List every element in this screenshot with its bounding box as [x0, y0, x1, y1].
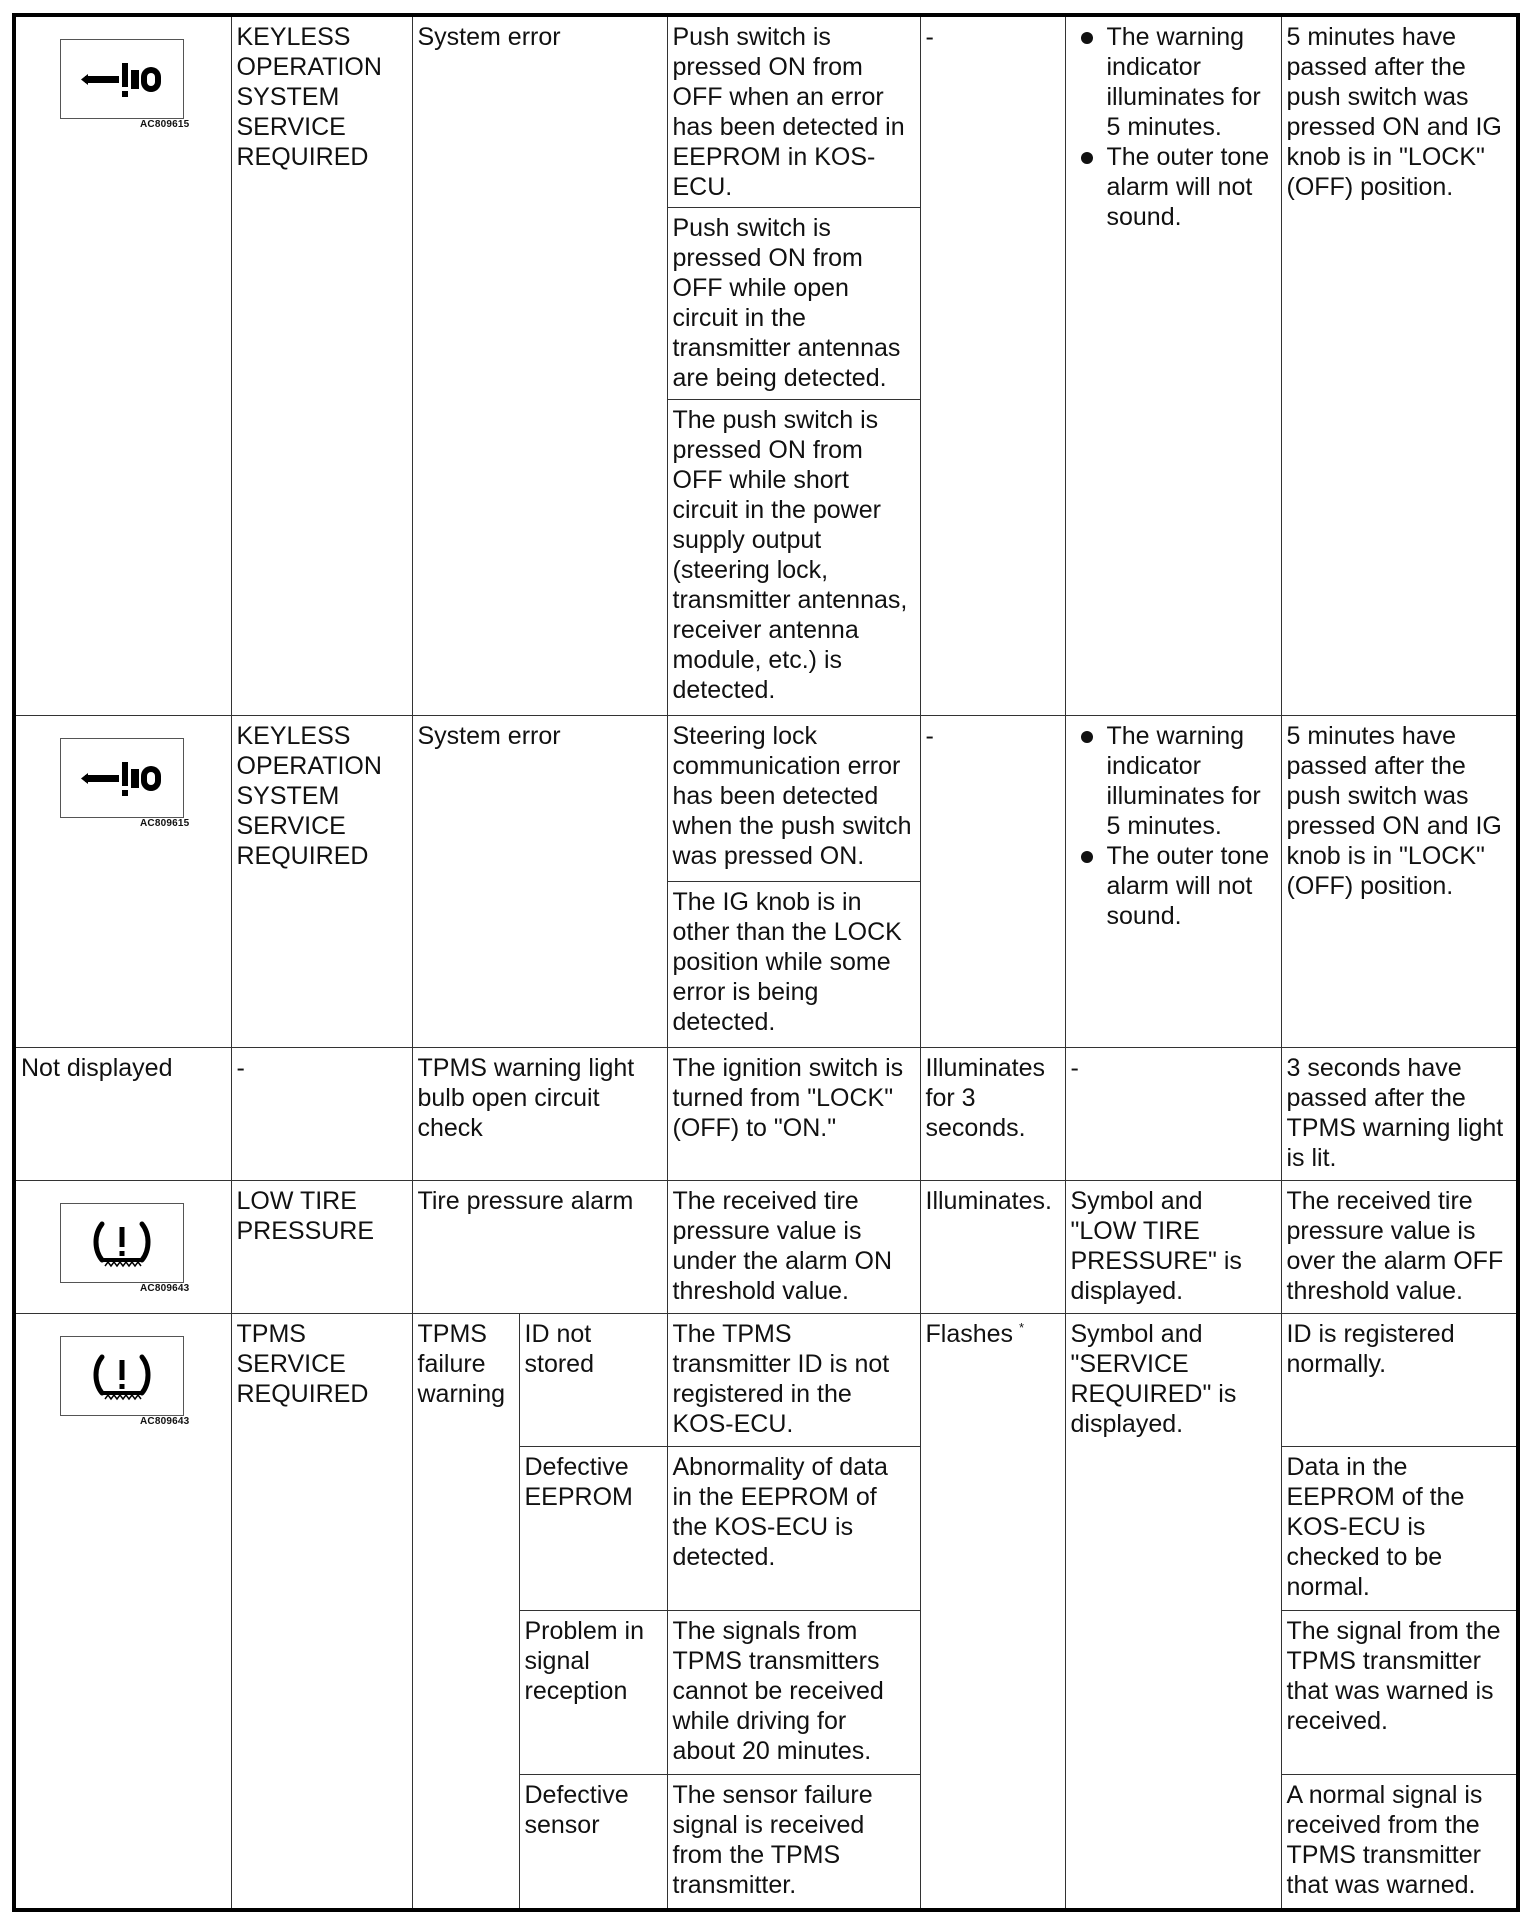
condition-cell: The push switch is pressed ON from OFF while short circuit in the power supply output (steering lock, transmitter antennas, receiver antenna module, etc.) is detected.: [667, 399, 920, 715]
symbol-cell: [14, 1180, 231, 1313]
condition-cell: Abnormality of data in the EEPROM of the KOS-ECU is detected.: [667, 1446, 920, 1610]
condition-cell: The IG knob is in other than the LOCK position while some error is being detected.: [667, 881, 920, 1047]
display-cell: TPMS SERVICE REQUIRED: [231, 1313, 412, 1910]
tire-pressure-warning-icon: [60, 1336, 184, 1416]
sub-item-cell: Problem in signal reception: [519, 1610, 667, 1774]
warning-light-cell: [920, 1313, 1065, 1910]
warning-light-cell: -: [920, 715, 1065, 1047]
table-row: [14, 15, 1518, 207]
icon-code: AC809615: [140, 817, 190, 829]
warning-light-cell: -: [920, 15, 1065, 715]
list-item: The outer tone alarm will not sound.: [1071, 841, 1275, 931]
table-row: [14, 1047, 1518, 1180]
condition-cell: The sensor failure signal is received from the TPMS transmitter.: [667, 1774, 920, 1910]
remarks-cell: Symbol and "SERVICE REQUIRED" is displayed.: [1065, 1313, 1281, 1910]
display-cell: KEYLESS OPERATION SYSTEM SERVICE REQUIRED: [231, 15, 412, 715]
display-cell: -: [231, 1047, 412, 1180]
sub-item-cell: Defective EEPROM: [519, 1446, 667, 1610]
display-cell: KEYLESS OPERATION SYSTEM SERVICE REQUIRED: [231, 715, 412, 1047]
symbol-cell: [14, 1313, 231, 1910]
cancel-cell: ID is registered normally.: [1281, 1313, 1518, 1446]
remarks-cell: -: [1065, 1047, 1281, 1180]
remarks-list: [1071, 22, 1275, 232]
condition-cell: The received tire pressure value is under the alarm ON threshold value.: [667, 1180, 920, 1313]
cancel-cell: Data in the EEPROM of the KOS-ECU is checked to be normal.: [1281, 1446, 1518, 1610]
cancel-cell: 5 minutes have passed after the push switch was pressed ON and IG knob is in "LOCK" (OFF) position.: [1281, 715, 1518, 1047]
keyless-warning-icon: [60, 39, 184, 119]
tire-pressure-warning-icon: [60, 1203, 184, 1283]
symbol-cell: [14, 15, 231, 715]
item-cell: TPMS warning light bulb open circuit check: [412, 1047, 667, 1180]
list-item: The warning indicator illuminates for 5 minutes.: [1071, 22, 1275, 142]
remarks-cell: [1065, 15, 1281, 715]
warning-light-text: Flashes: [925, 1319, 1014, 1348]
warning-light-cell: Illuminates for 3 seconds.: [920, 1047, 1065, 1180]
item-cell: System error: [412, 15, 667, 715]
cancel-cell: The received tire pressure value is over the alarm OFF threshold value.: [1281, 1180, 1518, 1313]
cancel-cell: A normal signal is received from the TPMS transmitter that was warned.: [1281, 1774, 1518, 1910]
condition-cell: The signals from TPMS transmitters cannot be received while driving for about 20 minutes.: [667, 1610, 920, 1774]
table-row: [14, 1313, 1518, 1446]
keyless-warning-icon: [60, 738, 184, 818]
cancel-cell: 3 seconds have passed after the TPMS warning light is lit.: [1281, 1047, 1518, 1180]
icon-code: AC809643: [140, 1282, 190, 1294]
table-row: [14, 715, 1518, 881]
list-item: The warning indicator illuminates for 5 minutes.: [1071, 721, 1275, 841]
remarks-cell: [1065, 715, 1281, 1047]
sub-item-cell: Defective sensor: [519, 1774, 667, 1910]
remarks-list: [1071, 721, 1275, 931]
cancel-cell: 5 minutes have passed after the push switch was pressed ON and IG knob is in "LOCK" (OFF) position.: [1281, 15, 1518, 715]
item-cell: Tire pressure alarm: [412, 1180, 667, 1313]
table-row: [14, 1180, 1518, 1313]
condition-cell: The ignition switch is turned from "LOCK" (OFF) to "ON.": [667, 1047, 920, 1180]
item-cell: System error: [412, 715, 667, 1047]
warning-light-cell: Illuminates.: [920, 1180, 1065, 1313]
condition-cell: Steering lock communication error has been detected when the push switch was pressed ON.: [667, 715, 920, 881]
symbol-cell: [14, 715, 231, 1047]
remarks-cell: Symbol and "LOW TIRE PRESSURE" is displayed.: [1065, 1180, 1281, 1313]
symbol-cell: Not displayed: [14, 1047, 231, 1180]
warning-table: [12, 13, 1520, 1912]
condition-cell: Push switch is pressed ON from OFF while open circuit in the transmitter antennas are being detected.: [667, 207, 920, 399]
icon-code: AC809615: [140, 119, 190, 130]
cancel-cell: The signal from the TPMS transmitter that was warned is received.: [1281, 1610, 1518, 1774]
footnote-mark: *: [1019, 1319, 1025, 1335]
display-cell: LOW TIRE PRESSURE: [231, 1180, 412, 1313]
condition-cell: Push switch is pressed ON from OFF when an error has been detected in EEPROM in KOS-ECU.: [667, 15, 920, 207]
list-item: The outer tone alarm will not sound.: [1071, 142, 1275, 232]
item-cell: TPMS failure warning: [412, 1313, 519, 1910]
condition-cell: The TPMS transmitter ID is not registered in the KOS-ECU.: [667, 1313, 920, 1446]
sub-item-cell: ID not stored: [519, 1313, 667, 1446]
icon-code: AC809643: [140, 1415, 190, 1427]
